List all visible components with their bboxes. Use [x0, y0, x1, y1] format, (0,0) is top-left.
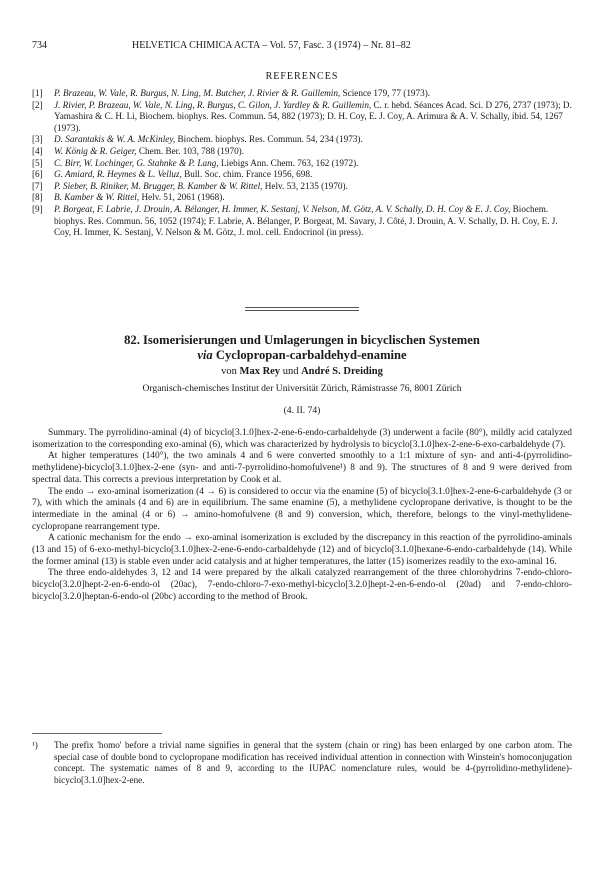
author-name: Max Rey: [239, 366, 281, 377]
article-title-via: via: [197, 348, 213, 362]
reference-authors: G. Amiard, R. Heymes & L. Velluz,: [54, 169, 182, 180]
reference-number: [9]: [32, 203, 43, 214]
reference-authors: B. Kamber & W. Rittel,: [54, 192, 140, 203]
reference-source: Biochem. biophys. Res. Commun. 54, 234 (1973).: [175, 134, 363, 145]
authors-and: und: [280, 366, 302, 377]
reference-authors: P. Borgeat, F. Labrie, J. Drouin, A. Bélanger, H. Immer, K. Sestanj, V. Nelson, M. Götz, A. V. Schally, D. H. Coy & E. J. Coy,: [54, 203, 511, 214]
article-authors: [0, 366, 604, 377]
reference-authors: D. Sarantakis & W. A. McKinley,: [54, 134, 176, 145]
reference-item: [32, 100, 572, 135]
reference-authors: P. Sieber, B. Riniker, M. Brugger, B. Kamber & W. Rittel,: [54, 180, 263, 191]
reference-source: C. r. hebd. Séances Acad. Sci. D 276, 2737 (1973); D. Yamashira & C. H. Li, Biochem. biophys. Res. Commun. 54, 882 (1973); D. H. Coy, E. J. Coy, A. Arimura & A. V. Schally, ibid. 54, 1267 (1973).: [54, 99, 572, 133]
reference-number: [8]: [32, 192, 43, 203]
references-list: [32, 88, 572, 239]
reference-authors: W. König & R. Geiger,: [54, 145, 137, 156]
reference-source: Chem. Ber. 103, 788 (1970).: [136, 145, 245, 156]
reference-source: Helv. 51, 2061 (1968).: [139, 192, 225, 203]
institution: Organisch-chemisches Institut der Universität Zürich, Rämistrasse 76, 8001 Zürich: [142, 383, 462, 394]
reference-item: [32, 158, 572, 170]
article-title-subtitle: Cyclopropan-carbaldehyd-enamine: [212, 348, 407, 362]
section-divider: [245, 310, 359, 311]
reference-item: [32, 204, 572, 239]
article-body: [32, 428, 572, 604]
reference-number: [5]: [32, 157, 43, 168]
reference-authors: P. Brazeau, W. Vale, R. Burgus, N. Ling, M. Butcher, J. Rivier & R. Guillemin,: [54, 88, 341, 98]
article-title: [0, 333, 604, 363]
reference-source: Bull. Soc. chim. France 1956, 698.: [181, 169, 313, 180]
body-paragraph: A cationic mechanism for the endo → exo-aminal isomerization is excluded by the discrepancy in this reaction of the pyrrolidino-aminals (13 and 15) of 6-exo-methyl-bicyclo[3.1.0]hex-2-ene-6-endo-carbaldehyde (12) and of bicyclo[3.1.0]hexane-6-endo-carbaldehyde (14). While the former aminal (13) is stable even under acid catalysis and at higher temperatures, the latter (15) isomerizes readily to the exo-aminal 16.: [32, 533, 572, 567]
received-date: (4. II. 74): [283, 405, 321, 416]
reference-item: [32, 192, 572, 204]
footnote-text: The prefix 'homo' before a trivial name signifies in general that the system (chain or ring) has been enlarged by one carbon atom. The special case of double bond to cyclopropane modification has received individual attention in connection with Winstein's homoconjugation concept. The systematic names of 8 and 9, according to the IUPAC nomenclature rules, would be 4-(pyrrolidino-methylidene)-bicyclo[3.1.0]hex-2-ene.: [54, 740, 572, 785]
body-paragraph: At higher temperatures (140°), the two aminals 4 and 6 were converted smoothly to a 1:1 mixture of syn- and anti-4-(pyrrolidino-methylidene)-bicyclo[3.1.0]hex-2-ene (syn- and anti-7-pyrrolidino-homofulvene¹) 8 and 9). The structures of 8 and 9 were derived from spectral data. This corrects a previous interpretation by Cook et al.: [32, 451, 572, 485]
footnote-mark: ¹): [32, 740, 38, 750]
references-heading: REFERENCES: [265, 71, 339, 82]
article-title-line1: 82. Isomerisierungen und Umlagerungen in bicyclischen Systemen: [124, 333, 480, 347]
reference-source: Biochem. biophys. Res. Commun. 56, 1052 (1974); F. Labrie, A. Bélanger, P. Borgeat, M. Savary, J. Côté, J. Drouin, A. V. Schally, D. H. Coy, E. J. Coy, H. Immer, K. Sestanj, V. Nelson & M. Götz, J. mol. cell. Endocrinol (in press).: [54, 203, 558, 238]
reference-source: Liebigs Ann. Chem. 763, 162 (1972).: [218, 157, 359, 168]
reference-number: [3]: [32, 134, 43, 145]
summary-paragraph: Summary. The pyrrolidino-aminal (4) of bicyclo[3.1.0]hex-2-ene-6-endo-carbaldehyde (3) underwent a facile (80°), mildly acid catalyzed isomerization to the corresponding exo-aminal (6), which was characterized by hydrolysis to bicyclo[3.1.0]hex-2-ene-6-exo-carbaldehyde (7).: [32, 428, 572, 450]
body-paragraph: The endo → exo-aminal isomerization (4 → 6) is considered to occur via the enamine (5) of bicyclo[3.1.0]hex-2-ene-6-carbaldehyde (3 or 7), with which the aminals (4 and 6) are in equilibrium. The same enamine (5), a methylidene cyclopropane derivative, is thought to be the intermediate in the aminal (4 or 6) → amino-homofulvene (8 and 9) conversion, which, therefore, belongs to the vinyl-methylidene-cyclopropane rearrangement type.: [32, 486, 572, 532]
reference-item: [32, 181, 572, 193]
running-title: HELVETICA CHIMICA ACTA – Vol. 57, Fasc. 3 (1974) – Nr. 81–82: [132, 40, 411, 51]
reference-authors: J. Rivier, P. Brazeau, W. Vale, N. Ling, R. Burgus, C. Gilon, J. Yardley & R. Guillemin,: [54, 99, 372, 110]
reference-item: [32, 146, 572, 158]
section-divider: [245, 307, 359, 308]
reference-authors: C. Birr, W. Lochinger, G. Stahnke & P. Lang,: [54, 157, 219, 168]
article-title-line2: [0, 348, 604, 363]
page-number: 734: [32, 40, 47, 51]
reference-source: Science 179, 77 (1973).: [340, 88, 431, 98]
author-name: André S. Dreiding: [301, 366, 383, 377]
reference-number: [1]: [32, 88, 43, 98]
footnote: [32, 740, 572, 786]
footnote-rule: [32, 733, 162, 734]
reference-number: [4]: [32, 145, 43, 156]
body-paragraph: The three endo-aldehydes 3, 12 and 14 were prepared by the alkali catalyzed rearrangement of the three chlorohydrins 7-endo-chloro-bicyclo[3.2.0]hept-2-en-6-endo-ol (20ac), 7-endo-chloro-7-exo-methyl-bicyclo[3.2.0]hept-2-en-6-endo-ol (20ad) and 7-endo-chloro-bicyclo[3.2.0]heptan-6-endo-ol (20bc) according to the method of Brook.: [32, 568, 572, 602]
reference-number: [6]: [32, 169, 43, 180]
reference-source: Helv. 53, 2135 (1970).: [262, 180, 348, 191]
reference-number: [2]: [32, 99, 43, 110]
reference-item: [32, 169, 572, 181]
authors-prefix: von: [221, 366, 240, 377]
reference-item: [32, 88, 572, 100]
reference-number: [7]: [32, 180, 43, 191]
reference-item: [32, 134, 572, 146]
